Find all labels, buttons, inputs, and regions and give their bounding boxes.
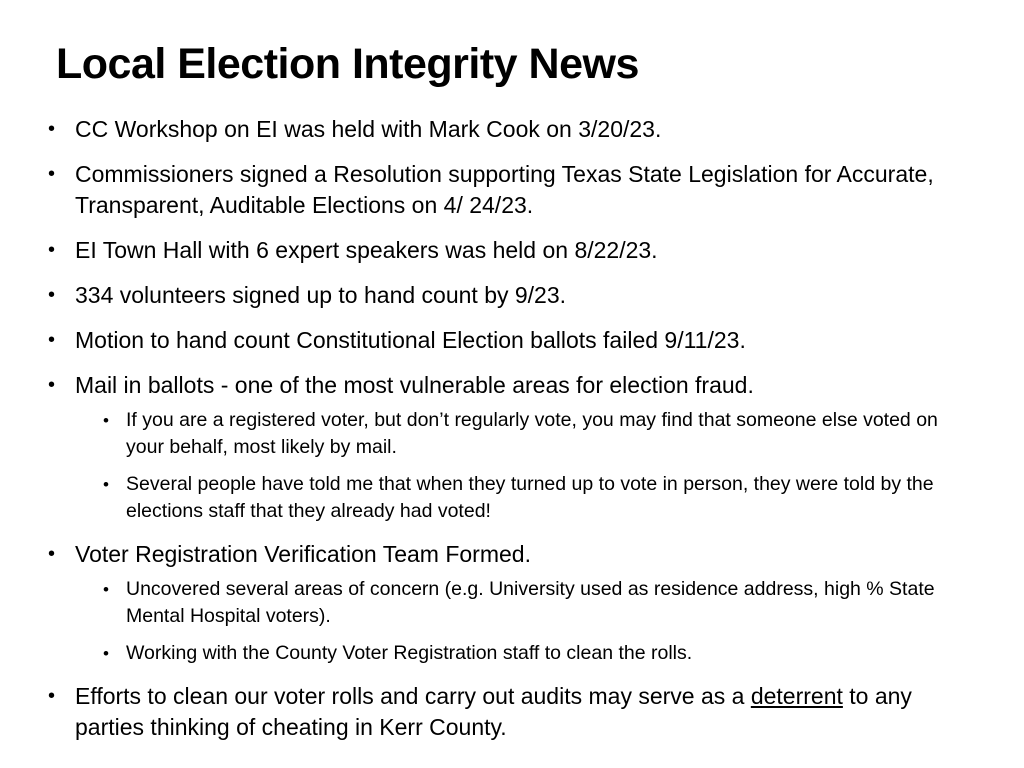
underlined-word: deterrent bbox=[750, 683, 843, 709]
bullet-text-part: Efforts to clean our voter rolls and carry out audits may serve as a bbox=[75, 683, 751, 709]
bullet-text: CC Workshop on EI was held with Mark Cook on 3/20/23. bbox=[75, 116, 662, 142]
bullet-item bbox=[46, 235, 976, 266]
bullet-dot-icon: • bbox=[48, 163, 56, 185]
bullet-text: 334 volunteers signed up to hand count by 9/23. bbox=[75, 282, 567, 308]
sub-bullet-item bbox=[75, 640, 976, 667]
bullet-item bbox=[46, 325, 976, 356]
sub-bullet-item bbox=[75, 576, 976, 630]
sub-bullet-text: If you are a registered voter, but don’t regularly vote, you may find that someone else voted on your behalf, most likely by mail. bbox=[126, 409, 938, 458]
bullet-dot-icon: • bbox=[48, 374, 56, 396]
sub-bullet-list bbox=[75, 407, 976, 525]
sub-bullet-text: Working with the County Voter Registration staff to clean the rolls. bbox=[126, 642, 693, 664]
bullet-dot-icon: • bbox=[48, 329, 56, 351]
bullet-dot-icon: • bbox=[48, 543, 56, 565]
sub-bullet-text: Several people have told me that when they turned up to vote in person, they were told by the elections staff that they already had voted! bbox=[126, 473, 934, 522]
sub-bullet-list bbox=[75, 576, 976, 667]
bullet-text: Motion to hand count Constitutional Election ballots failed 9/11/23. bbox=[75, 327, 746, 353]
bullet-item bbox=[46, 114, 976, 145]
sub-bullet-dot-icon: • bbox=[103, 475, 109, 494]
bullet-dot-icon: • bbox=[48, 239, 56, 261]
sub-bullet-item bbox=[75, 407, 976, 461]
sub-bullet-dot-icon: • bbox=[103, 411, 109, 430]
bullet-item bbox=[46, 370, 976, 525]
bullet-item bbox=[46, 159, 976, 221]
bullet-item bbox=[46, 539, 976, 667]
bullet-text: EI Town Hall with 6 expert speakers was held on 8/22/23. bbox=[75, 237, 658, 263]
slide-title: Local Election Integrity News bbox=[56, 40, 639, 88]
bullet-text: Commissioners signed a Resolution supporting Texas State Legislation for Accurate, Transparent, Auditable Elections on 4/ 24/23. bbox=[75, 161, 934, 218]
bullet-text-part: to any parties thinking of cheating in Kerr County. bbox=[75, 683, 912, 740]
bullet-list bbox=[46, 114, 976, 757]
bullet-text: Voter Registration Verification Team Formed. bbox=[75, 541, 531, 567]
bullet-dot-icon: • bbox=[48, 118, 56, 140]
sub-bullet-dot-icon: • bbox=[103, 644, 109, 663]
sub-bullet-item bbox=[75, 471, 976, 525]
bullet-dot-icon: • bbox=[48, 284, 56, 306]
bullet-item bbox=[46, 681, 976, 743]
bullet-item bbox=[46, 280, 976, 311]
bullet-text: Mail in ballots - one of the most vulnerable areas for election fraud. bbox=[75, 372, 754, 398]
sub-bullet-dot-icon: • bbox=[103, 580, 109, 599]
sub-bullet-text: Uncovered several areas of concern (e.g. University used as residence address, high % State Mental Hospital voters). bbox=[126, 578, 935, 627]
bullet-dot-icon: • bbox=[48, 685, 56, 707]
